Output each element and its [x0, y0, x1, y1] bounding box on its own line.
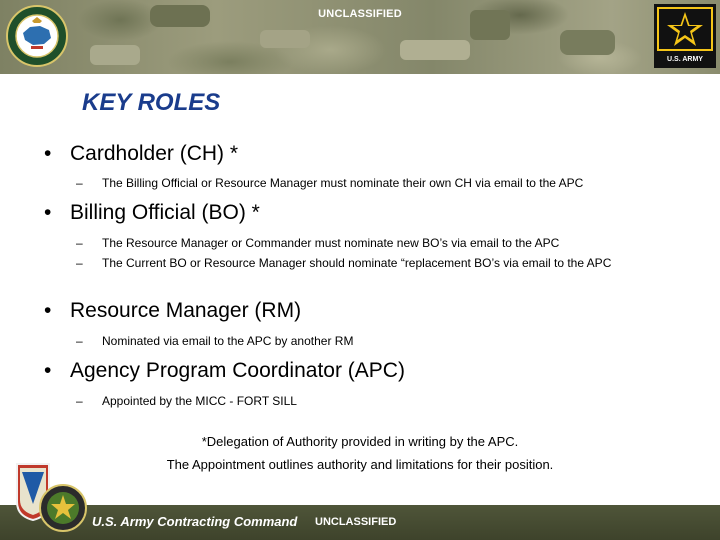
slide-title: KEY ROLES [82, 89, 221, 116]
bullet-dot: • [44, 201, 52, 224]
sub-bullet-item [76, 333, 676, 350]
sub-bullet-item [76, 255, 676, 272]
camo-patch [560, 30, 615, 55]
sub-bullet-text: The Resource Manager or Commander must nominate new BO’s via email to the APC [102, 236, 560, 250]
sub-bullet-dash: – [76, 256, 83, 270]
camo-patch [90, 45, 140, 65]
header-classification: UNCLASSIFIED [318, 8, 402, 20]
sub-bullet-item [76, 175, 676, 192]
footer-bar [0, 505, 720, 540]
header-banner [0, 0, 720, 74]
camo-patch [400, 40, 470, 60]
camo-patch [260, 30, 310, 48]
sub-bullet-dash: – [76, 236, 83, 250]
bullet-text: Billing Official (BO) * [70, 201, 260, 224]
contracting-seal-icon [6, 5, 68, 67]
sub-bullet-text: Nominated via email to the APC by another RM [102, 334, 354, 348]
footer-classification: UNCLASSIFIED [315, 516, 397, 528]
sub-bullet-dash: – [76, 334, 83, 348]
footnote-line: The Appointment outlines authority and limitations for their position. [166, 457, 554, 472]
bullet-text: Resource Manager (RM) [70, 299, 302, 322]
bullet-dot: • [44, 299, 52, 322]
sub-bullet-item [76, 235, 676, 252]
footnote-line: *Delegation of Authority provided in writing by the APC. [201, 434, 519, 449]
sub-bullet-item [76, 393, 676, 410]
sub-bullet-text: The Current BO or Resource Manager should nominate “replacement BO’s via email to the APC [102, 256, 612, 270]
bullet-dot: • [44, 142, 52, 165]
footer-command-name: U.S. Army Contracting Command [92, 514, 298, 529]
sub-bullet-text: Appointed by the MICC - FORT SILL [102, 394, 297, 408]
bullet-text: Agency Program Coordinator (APC) [70, 359, 405, 382]
sub-bullet-dash: – [76, 176, 83, 190]
sub-bullet-dash: – [76, 394, 83, 408]
bullet-text: Cardholder (CH) * [70, 142, 239, 165]
command-emblem-icon [38, 483, 88, 533]
sub-bullet-text: The Billing Official or Resource Manager must nominate their own CH via email to the APC [102, 176, 584, 190]
army-logo-text: U.S. ARMY [667, 56, 703, 63]
bullet-dot: • [44, 359, 52, 382]
army-star-logo [654, 4, 716, 68]
